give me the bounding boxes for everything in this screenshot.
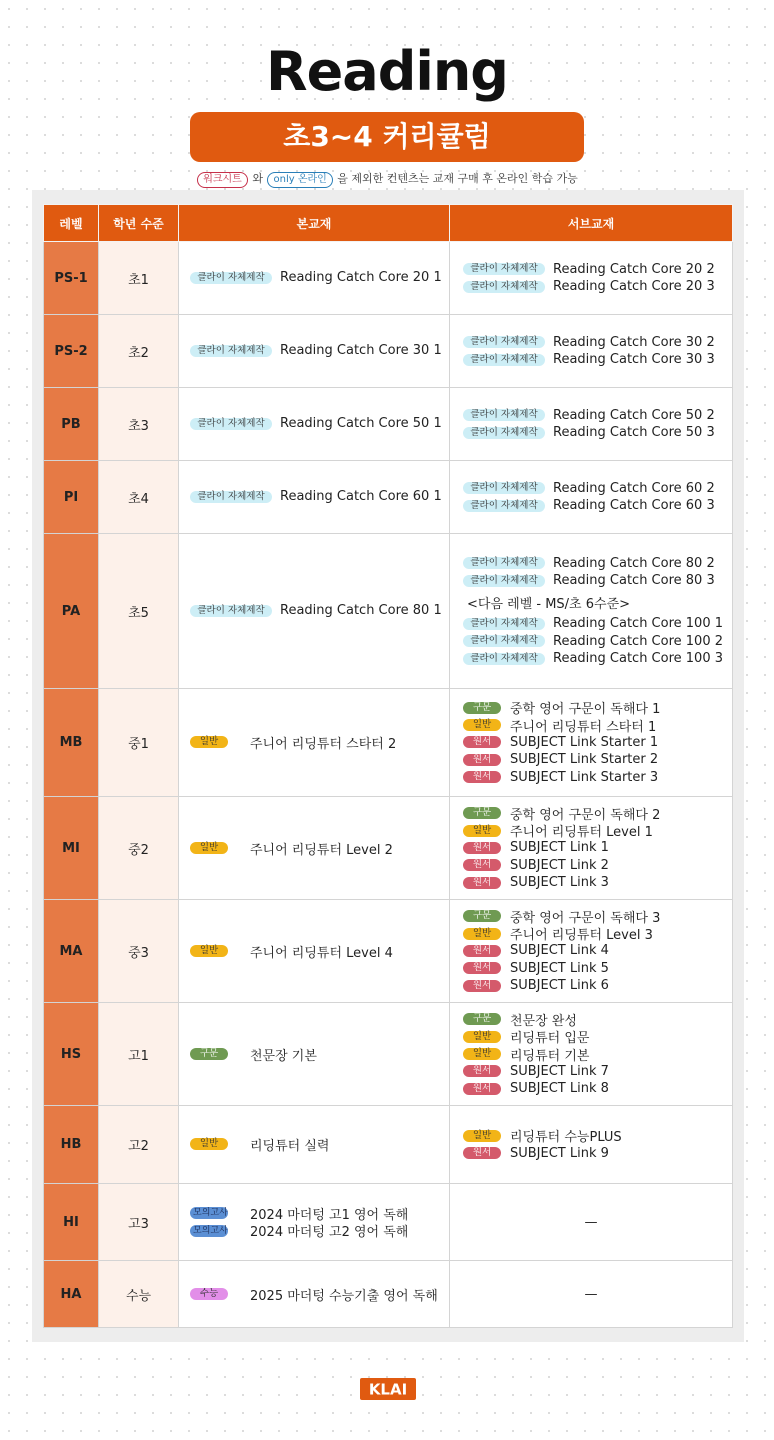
book-type-tag: 일반 bbox=[463, 1048, 501, 1060]
book-item bbox=[463, 555, 732, 572]
notice-line bbox=[0, 170, 774, 188]
book-item bbox=[190, 839, 449, 856]
main-book-cell bbox=[179, 461, 450, 534]
sub-book-cell bbox=[450, 388, 733, 461]
book-type-tag: 구문 bbox=[190, 1048, 228, 1060]
level-cell: MI bbox=[44, 797, 99, 900]
main-book-cell bbox=[179, 900, 450, 1003]
book-type-tag: 구문 bbox=[463, 702, 501, 714]
book-type-tag: 수능 bbox=[190, 1288, 228, 1300]
curriculum-table bbox=[43, 204, 733, 1328]
book-title: 리딩튜터 기본 bbox=[510, 1048, 590, 1064]
book-title: SUBJECT Link 2 bbox=[510, 857, 609, 873]
sub-book-empty: — bbox=[450, 1261, 733, 1328]
grade-cell: 중2 bbox=[99, 797, 179, 900]
book-type-tag: 원서 bbox=[463, 771, 501, 783]
grade-cell: 초4 bbox=[99, 461, 179, 534]
book-type-tag: 일반 bbox=[190, 1138, 228, 1150]
table-row bbox=[44, 315, 733, 388]
book-item bbox=[463, 734, 732, 751]
table-row bbox=[44, 1184, 733, 1261]
book-item bbox=[463, 424, 732, 441]
grade-cell: 고1 bbox=[99, 1003, 179, 1106]
main-book-cell bbox=[179, 315, 450, 388]
main-book-cell bbox=[179, 1184, 450, 1261]
book-item bbox=[463, 351, 732, 368]
book-item bbox=[463, 278, 732, 295]
book-title: SUBJECT Link 8 bbox=[510, 1081, 609, 1097]
book-item bbox=[463, 261, 732, 278]
book-item bbox=[463, 407, 732, 424]
book-item bbox=[463, 1080, 732, 1097]
next-level-note: <다음 레벨 - MS/초 6수준> bbox=[467, 596, 631, 612]
book-type-tag: 클라이 자체제작 bbox=[463, 635, 545, 647]
sub-book-cell bbox=[450, 315, 733, 388]
book-item bbox=[190, 342, 449, 359]
book-title: Reading Catch Core 50 3 bbox=[553, 425, 715, 441]
main-book-cell bbox=[179, 689, 450, 797]
book-title: SUBJECT Link 7 bbox=[510, 1063, 609, 1079]
book-type-tag: 원서 bbox=[463, 945, 501, 957]
book-title: SUBJECT Link 4 bbox=[510, 943, 609, 959]
book-title: Reading Catch Core 60 2 bbox=[553, 480, 715, 496]
book-title: Reading Catch Core 20 3 bbox=[553, 279, 715, 295]
book-type-tag: 일반 bbox=[463, 719, 501, 731]
table-row bbox=[44, 1261, 733, 1328]
sub-book-cell bbox=[450, 1106, 733, 1184]
book-title: SUBJECT Link 6 bbox=[510, 978, 609, 994]
grade-cell: 초1 bbox=[99, 242, 179, 315]
book-title: SUBJECT Link 9 bbox=[510, 1145, 609, 1161]
book-title: SUBJECT Link 5 bbox=[510, 960, 609, 976]
book-type-tag: 일반 bbox=[463, 1130, 501, 1142]
book-item bbox=[463, 480, 732, 497]
book-item bbox=[463, 633, 732, 650]
grade-cell: 고3 bbox=[99, 1184, 179, 1261]
level-cell: PA bbox=[44, 534, 99, 689]
book-title: 주니어 리딩튜터 Level 2 bbox=[250, 842, 393, 858]
book-type-tag: 클라이 자체제작 bbox=[463, 263, 545, 275]
book-item bbox=[463, 1045, 732, 1062]
book-item bbox=[190, 269, 449, 286]
grade-cell: 초2 bbox=[99, 315, 179, 388]
book-item bbox=[463, 977, 732, 994]
book-item bbox=[463, 908, 732, 925]
book-type-tag: 클라이 자체제작 bbox=[190, 605, 272, 617]
sub-book-cell bbox=[450, 534, 733, 689]
header-level: 레벨 bbox=[44, 205, 99, 242]
book-item bbox=[190, 1285, 449, 1302]
page-title: Reading bbox=[266, 40, 508, 103]
table-row bbox=[44, 1106, 733, 1184]
sub-book-empty: — bbox=[450, 1184, 733, 1261]
book-type-tag: 원서 bbox=[463, 962, 501, 974]
book-type-tag: 원서 bbox=[463, 1147, 501, 1159]
book-item bbox=[463, 839, 732, 856]
book-type-tag: 클라이 자체제작 bbox=[463, 427, 545, 439]
book-title: 주니어 리딩튜터 Level 1 bbox=[510, 825, 653, 841]
book-type-tag: 원서 bbox=[463, 1065, 501, 1077]
book-type-tag: 클라이 자체제작 bbox=[463, 557, 545, 569]
table-row bbox=[44, 461, 733, 534]
book-type-tag: 구문 bbox=[463, 910, 501, 922]
sub-book-cell bbox=[450, 242, 733, 315]
level-cell: PS-1 bbox=[44, 242, 99, 315]
table-row bbox=[44, 797, 733, 900]
table-row bbox=[44, 900, 733, 1003]
sub-book-cell bbox=[450, 797, 733, 900]
book-item bbox=[463, 615, 732, 632]
book-title: Reading Catch Core 50 1 bbox=[280, 416, 442, 432]
book-type-tag: 원서 bbox=[463, 736, 501, 748]
sub-book-cell bbox=[450, 461, 733, 534]
book-type-tag: 클라이 자체제작 bbox=[463, 354, 545, 366]
book-item bbox=[463, 650, 732, 667]
book-type-tag: 모의고사 bbox=[190, 1207, 228, 1219]
logo-text: KLAI bbox=[368, 1380, 408, 1399]
book-item bbox=[463, 857, 732, 874]
table-row bbox=[44, 534, 733, 689]
book-title: 리딩튜터 입문 bbox=[510, 1031, 590, 1047]
sub-book-cell bbox=[450, 689, 733, 797]
klai-logo bbox=[360, 1378, 416, 1400]
book-type-tag: 구문 bbox=[463, 1013, 501, 1025]
book-title: 천문장 완성 bbox=[510, 1013, 577, 1029]
book-type-tag: 클라이 자체제작 bbox=[463, 653, 545, 665]
book-title: Reading Catch Core 80 2 bbox=[553, 555, 715, 571]
header-sub-book: 서브교재 bbox=[450, 205, 733, 242]
grade-cell: 고2 bbox=[99, 1106, 179, 1184]
book-type-tag: 클라이 자체제작 bbox=[463, 281, 545, 293]
sub-book-cell bbox=[450, 1003, 733, 1106]
table-row bbox=[44, 689, 733, 797]
worksheet-pill: 워크시트 bbox=[197, 172, 248, 188]
book-type-tag: 클라이 자체제작 bbox=[463, 409, 545, 421]
main-book-cell bbox=[179, 1106, 450, 1184]
grade-cell: 중3 bbox=[99, 900, 179, 1003]
book-type-tag: 원서 bbox=[463, 859, 501, 871]
book-item bbox=[190, 488, 449, 505]
book-item bbox=[463, 1145, 732, 1162]
book-item bbox=[463, 334, 732, 351]
book-item bbox=[463, 874, 732, 891]
book-type-tag: 일반 bbox=[190, 842, 228, 854]
book-item bbox=[190, 734, 449, 751]
book-type-tag: 일반 bbox=[190, 736, 228, 748]
header-grade: 학년 수준 bbox=[99, 205, 179, 242]
book-title: SUBJECT Link Starter 2 bbox=[510, 752, 659, 768]
book-title: 주니어 리딩튜터 Level 4 bbox=[250, 945, 393, 961]
book-type-tag: 일반 bbox=[463, 825, 501, 837]
book-title: Reading Catch Core 30 1 bbox=[280, 343, 442, 359]
level-cell: HA bbox=[44, 1261, 99, 1328]
book-item bbox=[190, 602, 449, 619]
book-title: Reading Catch Core 20 2 bbox=[553, 261, 715, 277]
book-type-tag: 원서 bbox=[463, 1083, 501, 1095]
book-title: 2025 마더텅 수능기출 영어 독해 bbox=[250, 1288, 438, 1304]
table-row bbox=[44, 388, 733, 461]
book-item bbox=[463, 1028, 732, 1045]
book-item bbox=[190, 942, 449, 959]
book-title: Reading Catch Core 100 1 bbox=[553, 616, 723, 632]
grade-cell: 초5 bbox=[99, 534, 179, 689]
book-type-tag: 원서 bbox=[463, 980, 501, 992]
table-row bbox=[44, 1003, 733, 1106]
book-type-tag: 클라이 자체제작 bbox=[190, 345, 272, 357]
book-title: Reading Catch Core 100 3 bbox=[553, 651, 723, 667]
main-book-cell bbox=[179, 242, 450, 315]
notice-text: 을 제외한 컨텐츠는 교재 구매 후 온라인 학습 가능 bbox=[337, 172, 578, 185]
book-type-tag: 클라이 자체제작 bbox=[190, 418, 272, 430]
grade-cell: 중1 bbox=[99, 689, 179, 797]
book-type-tag: 클라이 자체제작 bbox=[190, 491, 272, 503]
book-type-tag: 클라이 자체제작 bbox=[463, 336, 545, 348]
curriculum-subtitle: 초3~4 커리큘럼 bbox=[190, 112, 584, 162]
grade-cell: 수능 bbox=[99, 1261, 179, 1328]
main-book-cell bbox=[179, 534, 450, 689]
main-book-cell bbox=[179, 1261, 450, 1328]
book-title: SUBJECT Link Starter 3 bbox=[510, 769, 659, 785]
main-book-cell bbox=[179, 388, 450, 461]
book-title: SUBJECT Link 1 bbox=[510, 840, 609, 856]
table-header-row bbox=[44, 205, 733, 242]
book-item bbox=[463, 572, 732, 589]
book-title: Reading Catch Core 60 1 bbox=[280, 489, 442, 505]
book-title: Reading Catch Core 80 3 bbox=[553, 573, 715, 589]
book-item bbox=[190, 1045, 449, 1062]
book-type-tag: 일반 bbox=[463, 928, 501, 940]
book-type-tag: 원서 bbox=[463, 877, 501, 889]
book-title: Reading Catch Core 50 2 bbox=[553, 407, 715, 423]
grade-cell: 초3 bbox=[99, 388, 179, 461]
book-type-tag: 클라이 자체제작 bbox=[463, 575, 545, 587]
table-row bbox=[44, 242, 733, 315]
book-item bbox=[463, 960, 732, 977]
book-type-tag: 클라이 자체제작 bbox=[463, 618, 545, 630]
level-cell: MA bbox=[44, 900, 99, 1003]
book-type-tag: 클라이 자체제작 bbox=[463, 500, 545, 512]
book-item bbox=[190, 1136, 449, 1153]
level-cell: MB bbox=[44, 689, 99, 797]
book-item bbox=[190, 1222, 449, 1239]
level-cell: PS-2 bbox=[44, 315, 99, 388]
book-title: Reading Catch Core 60 3 bbox=[553, 498, 715, 514]
book-item bbox=[463, 716, 732, 733]
book-item bbox=[463, 1127, 732, 1144]
level-cell: PB bbox=[44, 388, 99, 461]
book-title: 중학 영어 구문이 독해다 2 bbox=[510, 807, 661, 823]
level-cell: PI bbox=[44, 461, 99, 534]
book-item bbox=[463, 751, 732, 768]
book-item bbox=[190, 415, 449, 432]
book-type-tag: 구문 bbox=[463, 807, 501, 819]
book-item bbox=[463, 805, 732, 822]
book-title: 주니어 리딩튜터 스타터 2 bbox=[250, 737, 397, 752]
main-book-cell bbox=[179, 1003, 450, 1106]
book-title: 주니어 리딩튜터 스타터 1 bbox=[510, 719, 657, 735]
book-item bbox=[190, 1205, 449, 1222]
book-title: 중학 영어 구문이 독해다 1 bbox=[510, 702, 661, 718]
level-cell: HS bbox=[44, 1003, 99, 1106]
book-title: Reading Catch Core 100 2 bbox=[553, 633, 723, 649]
book-title: 주니어 리딩튜터 Level 3 bbox=[510, 928, 653, 944]
table-body bbox=[44, 242, 733, 1328]
book-title: 2024 마더텅 고2 영어 독해 bbox=[250, 1225, 409, 1241]
notice-connector: 와 bbox=[252, 172, 263, 185]
book-type-tag: 일반 bbox=[463, 1031, 501, 1043]
book-item bbox=[463, 822, 732, 839]
book-title: SUBJECT Link Starter 1 bbox=[510, 734, 659, 750]
book-title: Reading Catch Core 30 2 bbox=[553, 334, 715, 350]
level-cell: HI bbox=[44, 1184, 99, 1261]
book-type-tag: 클라이 자체제작 bbox=[463, 482, 545, 494]
book-title: SUBJECT Link 3 bbox=[510, 875, 609, 891]
book-title: 중학 영어 구문이 독해다 3 bbox=[510, 910, 661, 926]
book-title: 천문장 기본 bbox=[250, 1048, 317, 1064]
book-type-tag: 일반 bbox=[190, 945, 228, 957]
book-item bbox=[463, 1063, 732, 1080]
book-type-tag: 원서 bbox=[463, 842, 501, 854]
book-item bbox=[463, 1011, 732, 1028]
book-type-tag: 클라이 자체제작 bbox=[190, 272, 272, 284]
online-only-pill: only 온라인 bbox=[267, 172, 332, 188]
main-book-cell bbox=[179, 797, 450, 900]
book-item bbox=[463, 925, 732, 942]
book-title: Reading Catch Core 80 1 bbox=[280, 603, 442, 619]
sub-book-cell bbox=[450, 900, 733, 1003]
header-main-book: 본교재 bbox=[179, 205, 450, 242]
book-item bbox=[463, 699, 732, 716]
level-cell: HB bbox=[44, 1106, 99, 1184]
book-title: Reading Catch Core 30 3 bbox=[553, 352, 715, 368]
book-title: 리딩튜터 수능PLUS bbox=[510, 1130, 622, 1146]
book-title: Reading Catch Core 20 1 bbox=[280, 270, 442, 286]
book-item bbox=[463, 942, 732, 959]
book-item bbox=[463, 769, 732, 786]
book-item bbox=[463, 497, 732, 514]
book-type-tag: 모의고사 bbox=[190, 1225, 228, 1237]
book-title: 2024 마더텅 고1 영어 독해 bbox=[250, 1207, 409, 1223]
book-title: 리딩튜터 실력 bbox=[250, 1139, 330, 1154]
book-type-tag: 원서 bbox=[463, 754, 501, 766]
